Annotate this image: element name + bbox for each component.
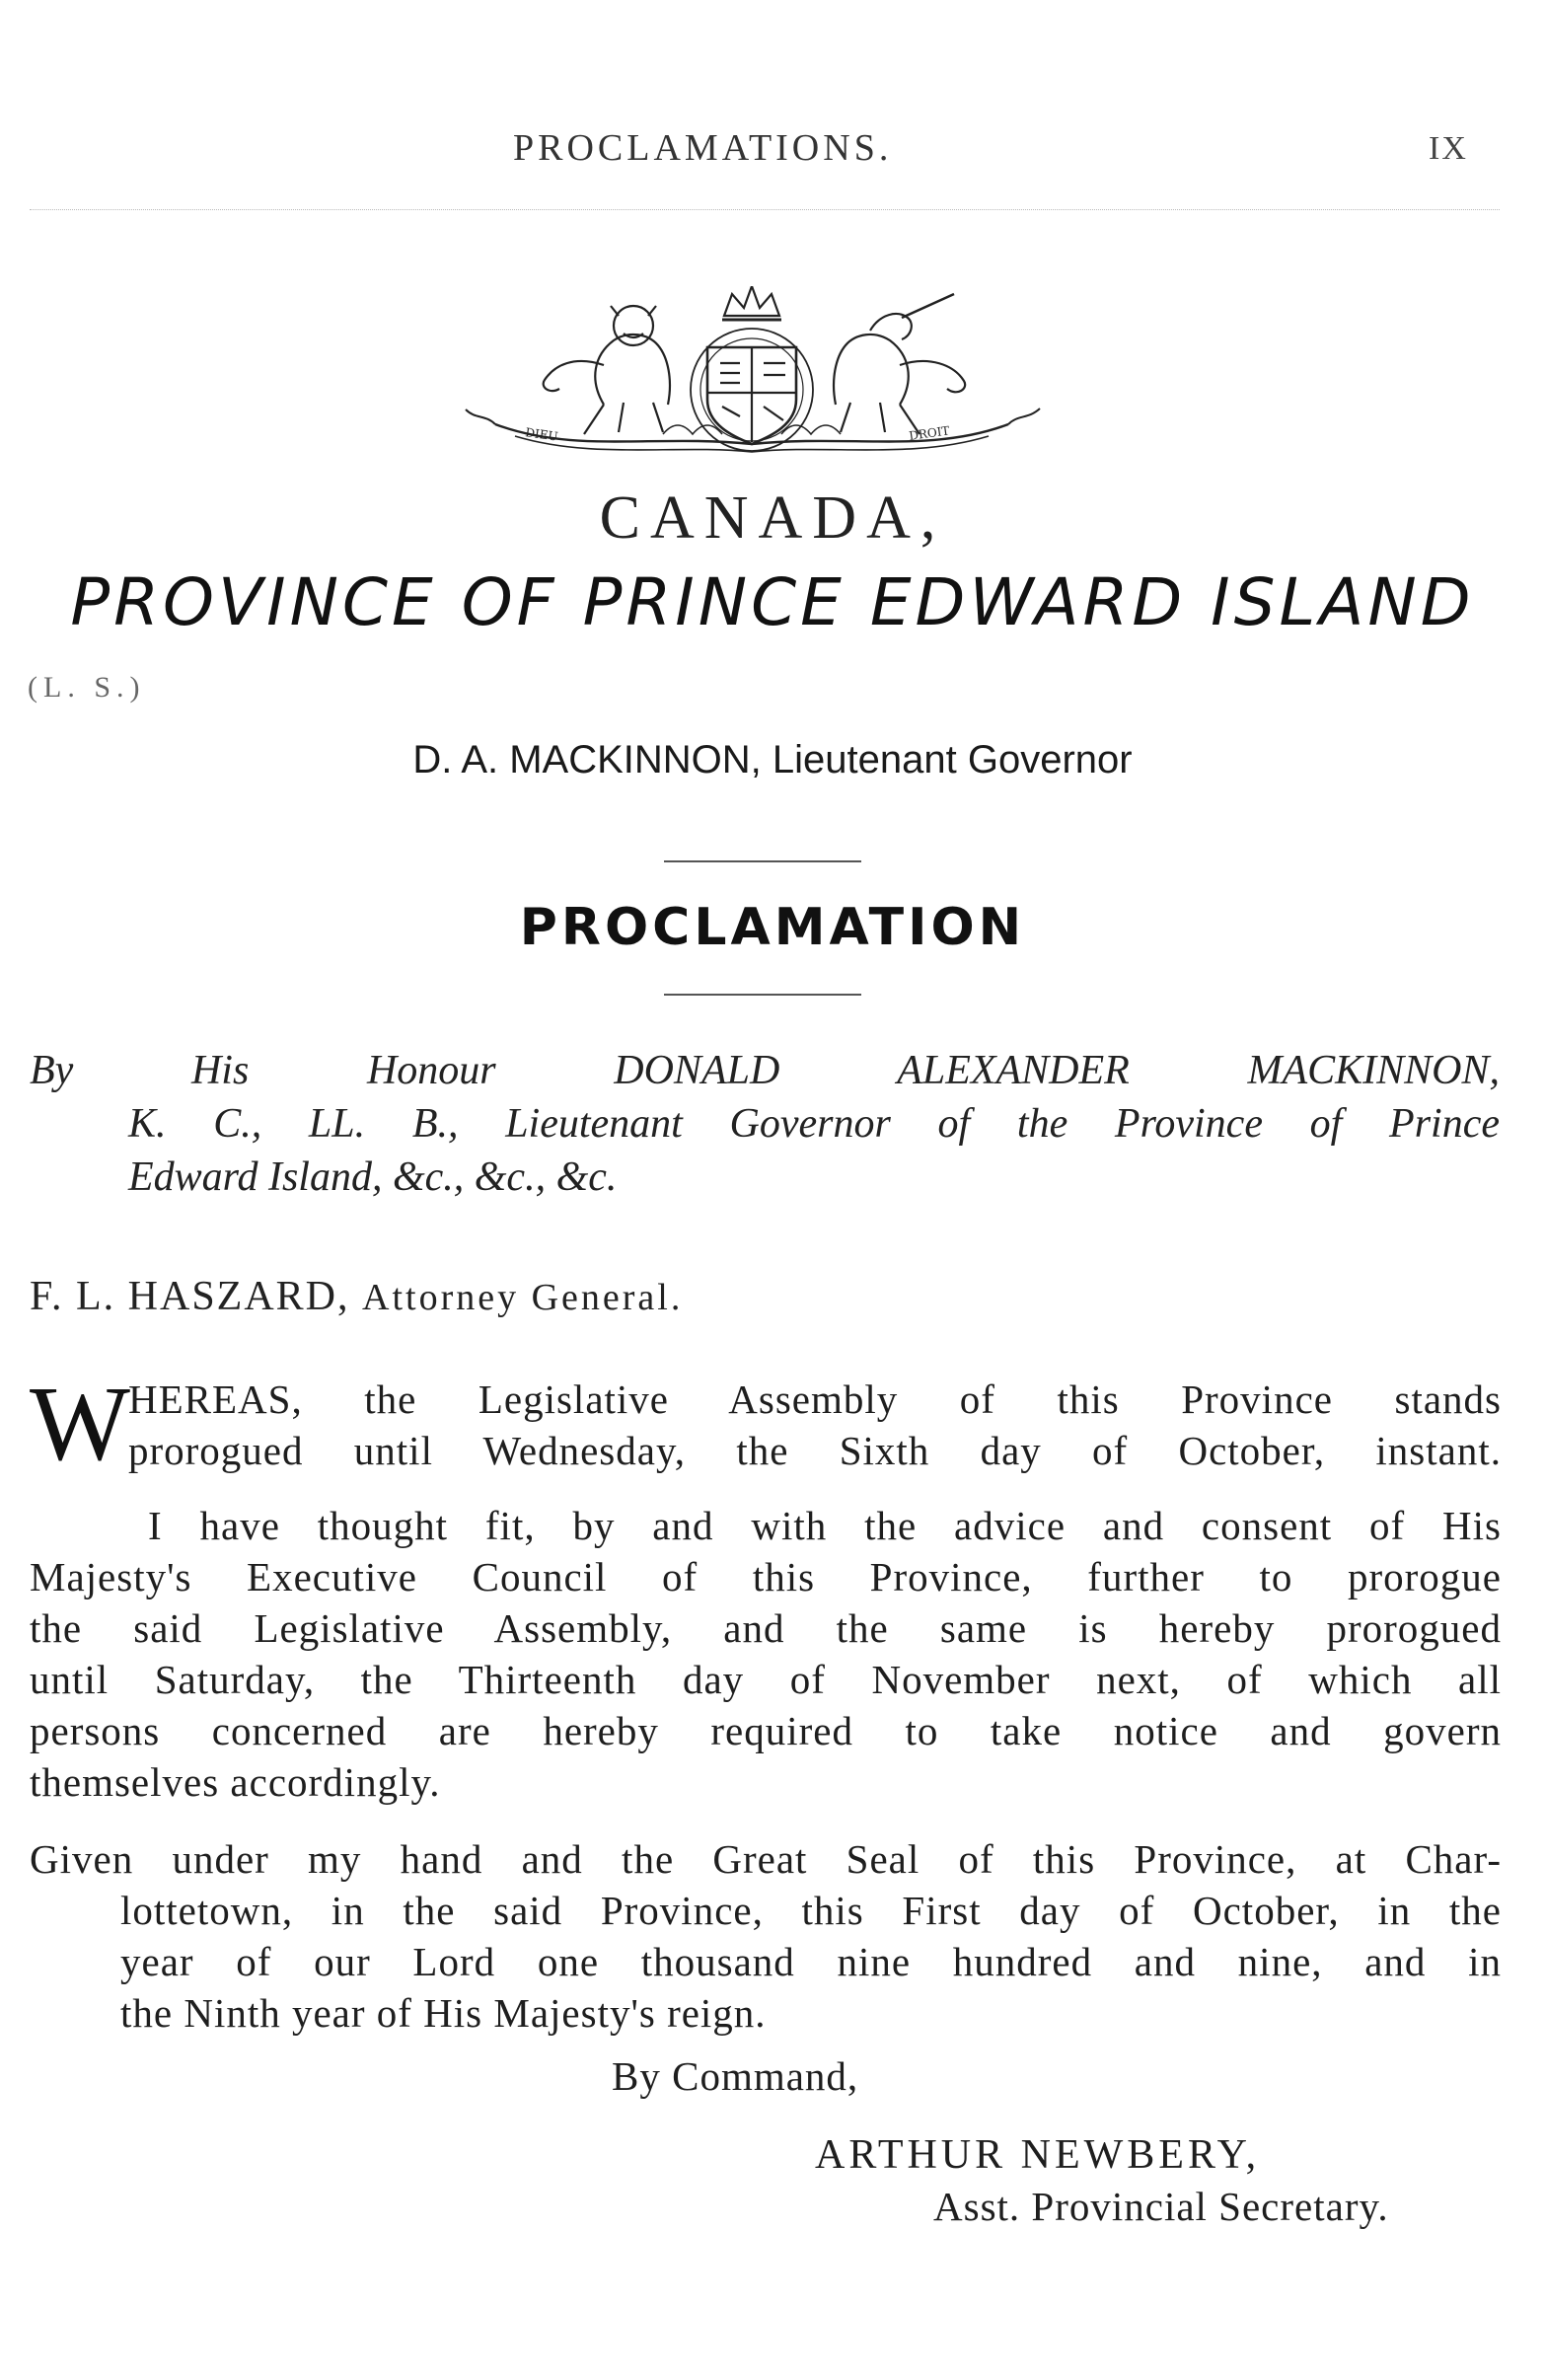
title-rule-bottom <box>664 994 861 996</box>
whereas-paragraph <box>30 1366 1502 1483</box>
paragraph-line: prorogued until Wednesday, the Sixth day of October, instant. <box>128 1428 1502 1473</box>
paragraph-line: the said Legislative Assembly, and the same is hereby prorogued <box>30 1605 1502 1651</box>
prorogation-paragraph <box>30 1500 1502 1808</box>
signer-title: Asst. Provincial Secretary. <box>933 2184 1389 2229</box>
country-heading: CANADA, <box>599 484 946 552</box>
paragraph-line: until Saturday, the Thirteenth day of November next, of which all <box>30 1657 1502 1702</box>
svg-text:DROIT: DROIT <box>908 423 951 443</box>
seal-mark: (L. S.) <box>28 671 146 704</box>
paragraph-line: HEREAS, the Legislative Assembly of this Province stands <box>128 1376 1502 1422</box>
title-rule-top <box>664 860 861 862</box>
attorney-title: Attorney General. <box>362 1277 684 1318</box>
svg-text:DIEU: DIEU <box>524 425 559 444</box>
paragraph-line: themselves accordingly. <box>30 1759 441 1805</box>
paragraph-line: persons concerned are hereby required to take notice and govern <box>30 1708 1502 1753</box>
running-head <box>0 126 1545 176</box>
signer-name: ARTHUR NEWBERY, <box>815 2132 1261 2178</box>
paragraph-line: the Ninth year of His Majesty's reign. <box>120 1990 767 2036</box>
paragraph-line: year of our Lord one thousand nine hundred and nine, and in <box>120 1939 1502 1984</box>
preamble-line: Edward Island, &c., &c., &c. <box>128 1154 618 1200</box>
by-command-line: By Command, <box>612 2053 859 2099</box>
proclamation-title: PROCLAMATION <box>519 898 1026 957</box>
paragraph-line: Majesty's Executive Council of this Province, further to prorogue <box>30 1554 1502 1599</box>
royal-coat-of-arms-icon <box>456 286 1048 454</box>
page-number: IX <box>1429 130 1468 167</box>
paragraph-line: Given under my hand and the Great Seal of this Province, at Char- <box>30 1836 1502 1882</box>
paragraph-line: I have thought fit, by and with the advice and consent of His <box>148 1503 1502 1548</box>
paragraph-line: lottetown, in the said Province, this First day of October, in the <box>120 1888 1502 1933</box>
running-title: PROCLAMATIONS. <box>513 127 893 169</box>
preamble <box>30 1044 1500 1204</box>
header-divider <box>30 209 1500 210</box>
preamble-line: K. C., LL. B., Lieutenant Governor of the Province of Prince <box>128 1101 1500 1147</box>
attorney-general-line <box>30 1273 683 1320</box>
province-heading: PROVINCE OF PRINCE EDWARD ISLAND <box>70 564 1475 640</box>
drop-cap: W <box>30 1366 131 1483</box>
preamble-line: By His Honour DONALD ALEXANDER MACKINNON, <box>30 1048 1500 1093</box>
attorney-name: F. L. HASZARD, <box>30 1274 350 1319</box>
given-under-paragraph <box>30 1833 1502 2039</box>
governor-line: D. A. MACKINNON, Lieutenant Governor <box>412 738 1133 781</box>
